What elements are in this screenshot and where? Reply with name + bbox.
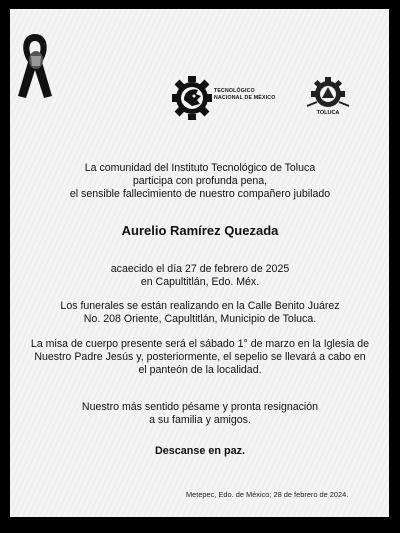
condolences-line: Nuestro más sentido pésame y pronta resignación [81,401,319,413]
mass-info-line: La misa de cuerpo presente será el sábado 1° de marzo en la Iglesia de [30,338,370,350]
intro-line: participa con profunda pena, [132,174,268,187]
condolences-paragraph [0,401,400,427]
mass-info-paragraph [0,338,400,376]
intro-paragraph [0,162,400,200]
place-date-footer: Metepec, Edo. de México; 28 de febrero de 2024. [186,490,349,499]
toluca-label: TOLUCA [316,110,340,116]
mourning-ribbon-icon [14,30,56,104]
tecnm-gear-icon [172,76,212,120]
death-info-line: en Capultitlán, Edo. Méx. [140,275,260,288]
death-info-paragraph [0,263,400,289]
tecnm-label-line2: NACIONAL DE MÉXICO [214,95,276,101]
closing-phrase: Descanse en paz. [154,445,246,457]
condolences-line: a su familia y amigos. [149,413,251,426]
funeral-info-line: Los funerales se están realizando en la Calle Benito Juárez [60,300,340,312]
toluca-emblem [305,76,351,122]
tecnm-logo [172,76,292,120]
toluca-gear-icon [305,76,351,112]
tecnm-label-line1: TECNOLÓGICO [214,88,255,94]
death-info-line: acaecido el día 27 de febrero de 2025 [110,263,290,275]
mass-info-line: el panteón de la localidad. [138,363,262,376]
deceased-name: Aurelio Ramírez Quezada [121,223,279,238]
intro-line: La comunidad del Instituto Tecnológico de Toluca [84,162,316,174]
mass-info-line: Nuestro Padre Jesús y, posteriormente, el sepelio se llevará a cabo en [34,350,366,363]
intro-line: el sensible fallecimiento de nuestro compañero jubilado [69,187,331,200]
funeral-info-line: No. 208 Oriente, Capultitlán, Municipio de Toluca. [83,312,317,325]
funeral-info-paragraph [0,300,400,326]
